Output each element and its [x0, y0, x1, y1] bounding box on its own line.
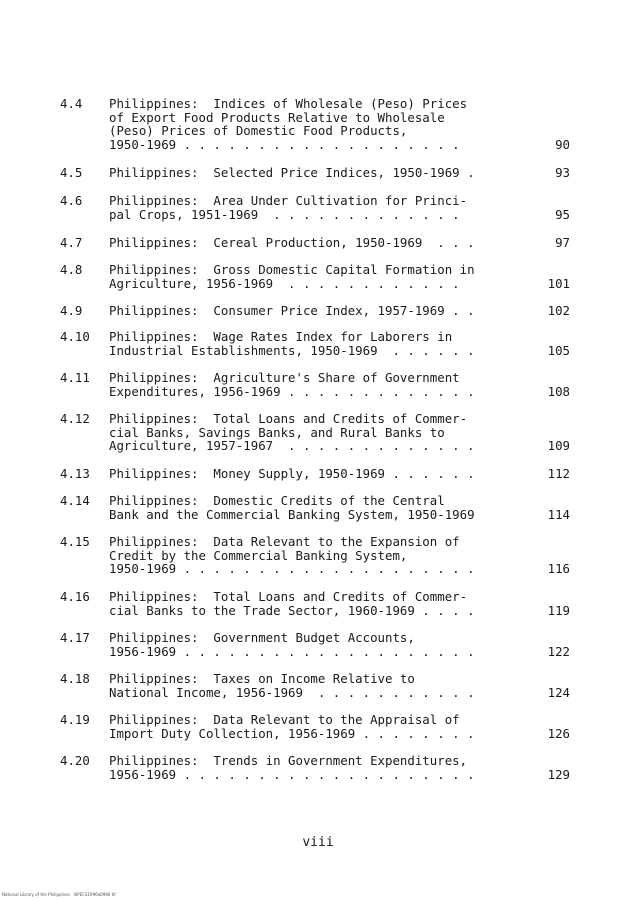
title-line: Philippines: Wage Rates Index for Laborers in	[109, 329, 453, 344]
page-reference: 95	[555, 206, 570, 222]
table-number: 4.9	[60, 303, 83, 318]
page-reference: 116	[547, 561, 570, 577]
table-number: 4.11	[60, 370, 90, 385]
table-title	[109, 304, 529, 318]
page-reference: 93	[555, 165, 570, 180]
title-line: pal Crops, 1951-1969 . . . . . . . . . . . . .	[109, 206, 460, 222]
title-line: Philippines: Total Loans and Credits of Commer-	[109, 589, 468, 604]
table-number: 4.10	[60, 329, 90, 344]
title-line: Philippines: Data Relevant to the Expansion of	[109, 534, 460, 549]
title-line: Agriculture, 1956-1969 . . . . . . . . . . . .	[109, 275, 460, 291]
table-title	[109, 672, 529, 699]
table-number: 4.4	[60, 96, 83, 111]
title-line: Agriculture, 1957-1967 . . . . . . . . . . . . .	[109, 438, 475, 454]
table-number: 4.15	[60, 534, 90, 549]
title-line: Philippines: Domestic Credits of the Central	[109, 493, 445, 508]
title-line: Philippines: Money Supply, 1950-1969 . . . . . .	[109, 466, 475, 481]
title-line: Philippines: Data Relevant to the Appraisal of	[109, 712, 460, 727]
table-title	[109, 467, 529, 481]
title-line: Expenditures, 1956-1969 . . . . . . . . . . . . .	[109, 383, 475, 399]
page-reference: 122	[547, 643, 570, 659]
table-number: 4.5	[60, 165, 83, 180]
table-title	[109, 713, 529, 740]
page-reference: 90	[555, 136, 570, 152]
page-reference: 114	[547, 506, 570, 522]
title-line: (Peso) Prices of Domestic Food Products,	[109, 123, 408, 139]
title-line: Credit by the Commercial Banking System,	[109, 547, 408, 563]
table-title	[109, 494, 529, 521]
table-number: 4.6	[60, 193, 83, 208]
page-reference: 102	[547, 303, 570, 318]
title-line: Philippines: Gross Domestic Capital Formation in	[109, 262, 475, 277]
table-title	[109, 236, 529, 250]
table-title	[109, 371, 529, 398]
title-line: Philippines: Government Budget Accounts,	[109, 630, 415, 645]
page-reference: 126	[547, 725, 570, 741]
table-title	[109, 263, 529, 290]
title-line: Industrial Establishments, 1950-1969 . . . . . .	[109, 342, 475, 358]
table-number: 4.13	[60, 466, 90, 481]
page-number: viii	[302, 835, 334, 850]
title-line: Philippines: Area Under Cultivation for Princi-	[109, 193, 468, 208]
page-reference: 109	[547, 438, 570, 454]
table-title	[109, 535, 529, 576]
title-line: Philippines: Total Loans and Credits of Commer-	[109, 411, 468, 426]
page-reference: 97	[555, 235, 570, 250]
title-line: 1956-1969 . . . . . . . . . . . . . . . . . . . .	[109, 643, 475, 659]
title-line: Philippines: Consumer Price Index, 1957-1969 . .	[109, 303, 475, 318]
title-line: National Income, 1956-1969 . . . . . . . . . . .	[109, 684, 475, 700]
title-line: cial Banks to the Trade Sector, 1960-1969 . . . .	[109, 602, 475, 618]
table-title	[109, 97, 529, 151]
page-reference: 112	[547, 466, 570, 481]
table-number: 4.16	[60, 589, 90, 604]
title-line: 1950-1969 . . . . . . . . . . . . . . . . . . .	[109, 136, 460, 152]
table-number: 4.18	[60, 671, 90, 686]
table-number: 4.14	[60, 493, 90, 508]
table-title	[109, 754, 529, 781]
page-reference: 108	[547, 383, 570, 399]
table-title	[109, 194, 529, 221]
title-line: Philippines: Taxes on Income Relative to	[109, 671, 415, 686]
table-title	[109, 590, 529, 617]
title-line: 1956-1969 . . . . . . . . . . . . . . . . . . . .	[109, 766, 475, 782]
page-reference: 124	[547, 684, 570, 700]
title-line: of Export Food Products Relative to Wholesale	[109, 109, 445, 125]
title-line: Philippines: Agriculture's Share of Government	[109, 370, 460, 385]
table-title	[109, 631, 529, 658]
table-number: 4.12	[60, 411, 90, 426]
table-title	[109, 330, 529, 357]
title-line: Philippines: Indices of Wholesale (Peso) Prices	[109, 96, 468, 111]
title-line: Philippines: Selected Price Indices, 1950-1969 .	[109, 165, 475, 180]
title-line: 1950-1969 . . . . . . . . . . . . . . . . . . . .	[109, 561, 475, 577]
title-line: cial Banks, Savings Banks, and Rural Banks to	[109, 424, 445, 440]
page-reference: 101	[547, 275, 570, 291]
title-line: Philippines: Cereal Production, 1950-1969 . . .	[109, 235, 475, 250]
table-number: 4.8	[60, 262, 83, 277]
page-reference: 119	[547, 602, 570, 618]
table-number: 4.20	[60, 753, 90, 768]
table-number: 4.19	[60, 712, 90, 727]
table-title	[109, 412, 529, 453]
page-reference: 105	[547, 342, 570, 358]
title-line: Import Duty Collection, 1956-1969 . . . . . . . .	[109, 725, 475, 741]
title-line: Philippines: Trends in Government Expenditures,	[109, 753, 468, 768]
table-number: 4.7	[60, 235, 83, 250]
table-number: 4.17	[60, 630, 90, 645]
title-line: Bank and the Commercial Banking System, 1950-1969	[109, 506, 475, 522]
table-title	[109, 166, 529, 180]
scan-stamp: National Library of the Philippines ISPECS1996a0990 tif	[2, 892, 116, 897]
page-reference: 129	[547, 766, 570, 782]
